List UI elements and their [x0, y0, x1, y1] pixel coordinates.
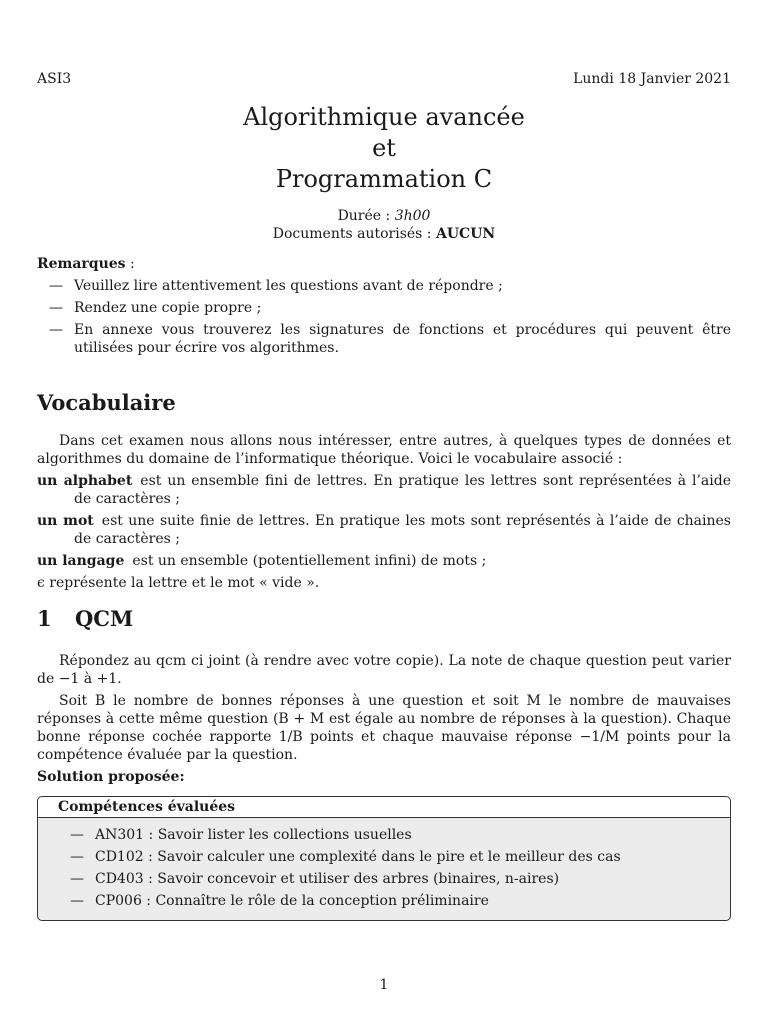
exam-date: Lundi 18 Janvier 2021: [573, 71, 731, 87]
duration-line: [37, 207, 731, 225]
list-item: — CP006 : Connaître le rôle de la conception préliminaire: [38, 892, 730, 910]
section-title-vocabulaire: Vocabulaire: [37, 390, 176, 415]
remarks-list: [37, 277, 731, 357]
definition-item: [37, 472, 731, 508]
definition-item: [37, 512, 731, 548]
documents-label: Documents autorisés :: [272, 226, 436, 242]
remarks-section: [37, 255, 731, 361]
competences-list: [38, 826, 730, 910]
definition-term: un alphabet: [37, 473, 133, 489]
list-item: — AN301 : Savoir lister les collections usuelles: [38, 826, 730, 844]
qcm-body: [37, 652, 731, 768]
course-code: ASI3: [37, 71, 72, 87]
list-item: — CD102 : Savoir calculer une complexité dans le pire et le meilleur des cas: [38, 848, 730, 866]
title-line-2: et: [372, 134, 396, 162]
section-title-text: QCM: [75, 606, 134, 631]
exam-meta: [37, 207, 731, 243]
definition-list: [37, 472, 731, 592]
qcm-paragraph: Répondez au qcm ci joint (à rendre avec votre copie). La note de chaque question peut varier de −1 à +1.: [37, 653, 731, 687]
section-number: 1: [37, 606, 52, 631]
duration-label: Durée :: [337, 208, 395, 224]
document-title: [37, 102, 731, 195]
list-item: — Veuillez lire attentivement les questions avant de répondre ;: [37, 277, 731, 295]
definition-term: un mot: [37, 513, 94, 529]
page-header: [37, 70, 731, 88]
competences-heading: Compétences évaluées: [38, 797, 730, 818]
definition-term: un langage: [37, 553, 125, 569]
title-line-1: Algorithmique avancée: [243, 103, 525, 131]
definition-text: est un ensemble fini de lettres. En pratique les lettres sont représentées à l’aide de caractères ;: [74, 473, 731, 507]
vocabulaire-body: [37, 432, 731, 596]
definition-item: [37, 552, 731, 570]
section-title-qcm: [37, 606, 133, 632]
solution-label: Solution proposée:: [37, 769, 185, 785]
documents-line: [37, 225, 731, 243]
definition-text: est une suite finie de lettres. En pratique les mots sont représentés à l’aide de chaines de caractères ;: [74, 513, 731, 547]
page-number: 1: [379, 977, 389, 993]
list-item: — Rendez une copie propre ;: [37, 299, 731, 317]
vocabulaire-intro: Dans cet examen nous allons nous intéresser, entre autres, à quelques types de données et algorithmes du domaine de l’informatique théorique. Voici le vocabulaire associé :: [37, 433, 731, 467]
epsilon-definition: ϵ représente la lettre et le mot « vide ».: [37, 575, 320, 591]
list-item: — En annexe vous trouverez les signatures de fonctions et procédures qui peuvent être utilisées pour écrire vos algorithmes.: [37, 321, 731, 357]
duration-value: 3h00: [394, 208, 431, 224]
documents-value: AUCUN: [435, 226, 496, 242]
title-line-3: Programmation C: [275, 165, 493, 193]
competences-box: [37, 796, 731, 921]
qcm-paragraph: Soit B le nombre de bonnes réponses à une question et soit M le nombre de mauvaises réponses à cette même question (B + M est égale au nombre de réponses à la question). Chaque bonne réponse cochée rapporte 1/B points et chaque mauvaise réponse −1/M points pour la compétence évaluée par la question.: [37, 693, 731, 763]
remarks-heading: Remarques :: [37, 256, 135, 272]
definition-text: est un ensemble (potentiellement infini) de mots ;: [132, 553, 487, 569]
list-item: — CD403 : Savoir concevoir et utiliser des arbres (binaires, n-aires): [38, 870, 730, 888]
